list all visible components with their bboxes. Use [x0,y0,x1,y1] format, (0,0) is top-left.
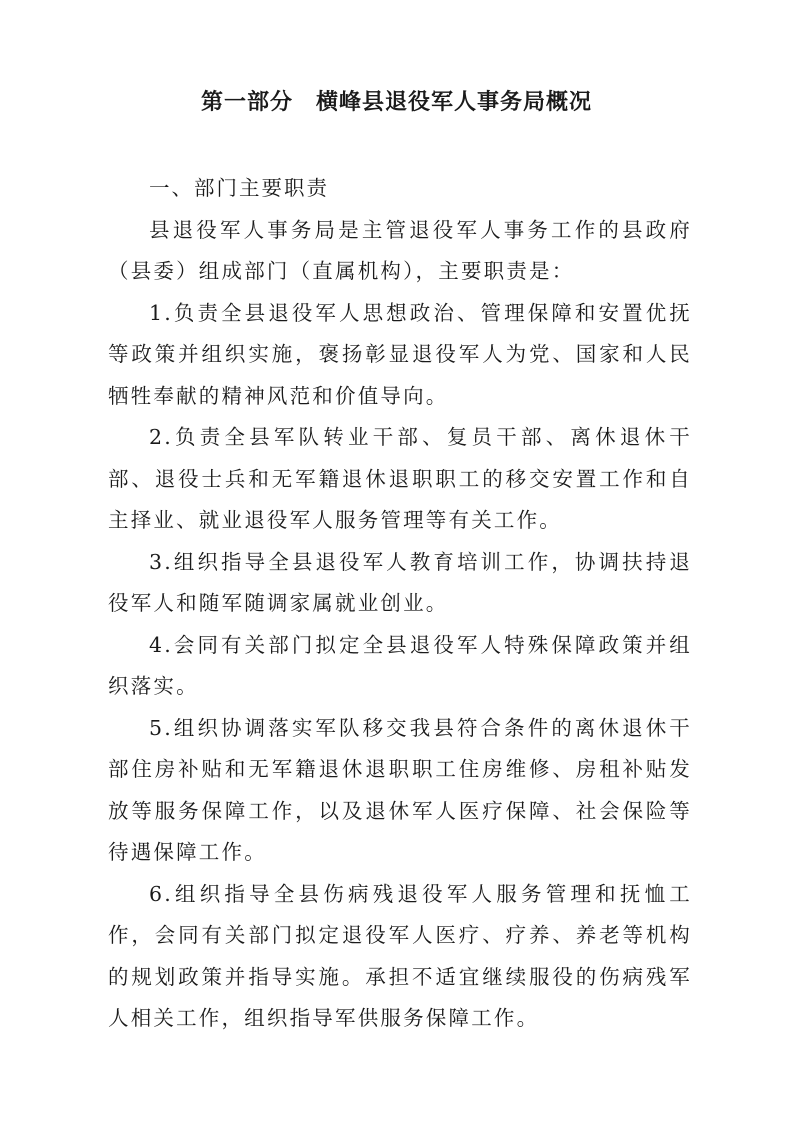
intro-paragraph: 县退役军人事务局是主管退役军人事务工作的县政府（县委）组成部门（直属机构），主要职责是： [108,217,692,283]
duty-paragraph-1: 1.负责全县退役军人思想政治、管理保障和安置优抚等政策并组织实施，褒扬彰显退役军人为党、国家和人民牺牲奉献的精神风范和价值导向。 [108,300,692,408]
duty-paragraph-5: 5.组织协调落实军队移交我县符合条件的离休退休干部住房补贴和无军籍退休退职职工住房维修、房租补贴发放等服务保障工作，以及退休军人医疗保障、社会保险等待遇保障工作。 [108,715,692,864]
duty-paragraph-3: 3.组织指导全县退役军人教育培训工作，协调扶持退役军人和随军随调家属就业创业。 [108,549,692,615]
section-heading: 一、部门主要职责 [149,176,329,200]
duty-paragraph-4: 4.会同有关部门拟定全县退役军人特殊保障政策并组织落实。 [108,632,692,698]
page-title: 第一部分 横峰县退役军人事务局概况 [200,90,592,115]
document-body [108,168,692,1040]
duty-paragraph-6: 6.组织指导全县伤病残退役军人服务管理和抚恤工作，会同有关部门拟定退役军人医疗、疗养、养老等机构的规划政策并指导实施。承担不适宜继续服役的伤病残军人相关工作，组织指导军供服务保障工作。 [108,881,692,1030]
duty-paragraph-2: 2.负责全县军队转业干部、复员干部、离休退休干部、退役士兵和无军籍退休退职职工的移交安置工作和自主择业、就业退役军人服务管理等有关工作。 [108,425,692,532]
